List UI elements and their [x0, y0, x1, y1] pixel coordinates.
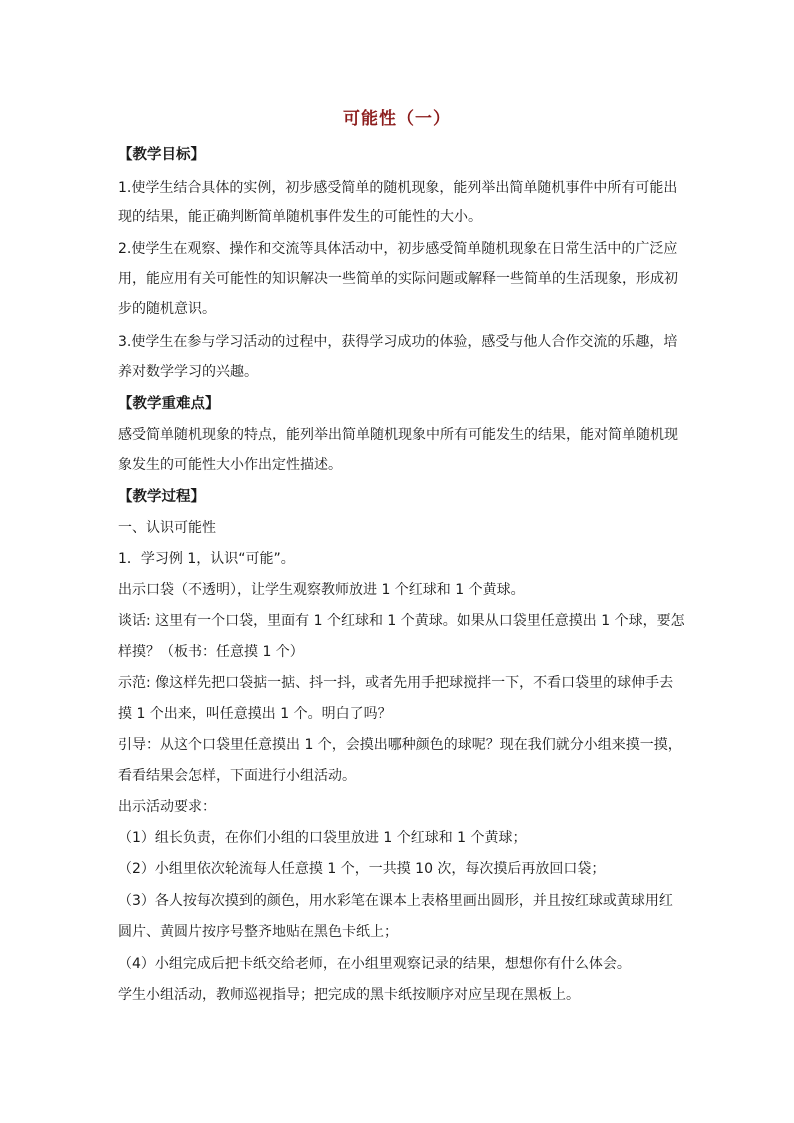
- body-line: 现的结果，能正确判断简单随机事件发生的可能性的大小。: [118, 209, 482, 225]
- body-line: 1．学习例 1，认识“可能”。: [118, 551, 295, 567]
- body-line: 感受简单随机现象的特点，能列举出简单随机现象中所有可能发生的结果，能对简单随机现: [118, 427, 678, 443]
- section-heading-key-points: 【教学重难点】: [118, 396, 220, 412]
- body-line: 学生小组活动，教师巡视指导；把完成的黑卡纸按顺序对应呈现在黑板上。: [118, 987, 580, 1003]
- body-line: （3）各人按每次摸到的颜色，用水彩笔在课本上表格里画出圆形，并且按红球或黄球用红: [118, 893, 673, 909]
- body-line: 用，能应用有关可能性的知识解决一些简单的实际问题或解释一些简单的生活现象，形成初: [118, 271, 678, 287]
- body-line: 圆片、黄圆片按序号整齐地贴在黑色卡纸上；: [118, 924, 398, 940]
- body-line: 看看结果会怎样，下面进行小组活动。: [118, 768, 356, 784]
- body-line: 2.使学生在观察、操作和交流等具体活动中，初步感受简单随机现象在日常生活中的广泛应: [118, 241, 678, 257]
- section-heading-process: 【教学过程】: [118, 489, 205, 505]
- body-line: 出示口袋（不透明），让学生观察教师放进 1 个红球和 1 个黄球。: [118, 582, 525, 598]
- body-line: （4）小组完成后把卡纸交给老师，在小组里观察记录的结果，想想你有什么体会。: [118, 956, 631, 972]
- body-line: 出示活动要求：: [118, 799, 216, 815]
- body-line: 示范: 像这样先把口袋掂一掂、抖一抖，或者先用手把球搅拌一下，不看口袋里的球伸手去: [118, 675, 674, 691]
- body-line: （1）组长负责，在你们小组的口袋里放进 1 个红球和 1 个黄球；: [118, 830, 527, 846]
- body-line: 样摸？（板书：任意摸 1 个）: [118, 644, 304, 660]
- document-title: 可能性（一）: [343, 109, 451, 129]
- section-heading-goals: 【教学目标】: [118, 147, 205, 163]
- body-line: 1.使学生结合具体的实例，初步感受简单的随机现象，能列举出简单随机事件中所有可能出: [118, 180, 678, 196]
- body-line: 养对数学学习的兴趣。: [118, 364, 258, 380]
- body-line: 摸 1 个出来，叫任意摸出 1 个。明白了吗？: [118, 706, 392, 722]
- body-line: 一、认识可能性: [118, 520, 216, 536]
- body-line: 步的随机意识。: [118, 301, 216, 317]
- body-line: 谈话: 这里有一个口袋，里面有 1 个红球和 1 个黄球。如果从口袋里任意摸出 1 个球，要怎: [118, 613, 685, 629]
- body-line: 3.使学生在参与学习活动的过程中，获得学习成功的体验，感受与他人合作交流的乐趣，培: [118, 334, 678, 350]
- body-line: 引导：从这个口袋里任意摸出 1 个，会摸出哪种颜色的球呢？现在我们就分小组来摸一摸，: [118, 737, 682, 753]
- body-line: （2）小组里依次轮流每人任意摸 1 个，一共摸 10 次，每次摸后再放回口袋；: [118, 861, 606, 877]
- body-line: 象发生的可能性大小作出定性描述。: [118, 457, 342, 473]
